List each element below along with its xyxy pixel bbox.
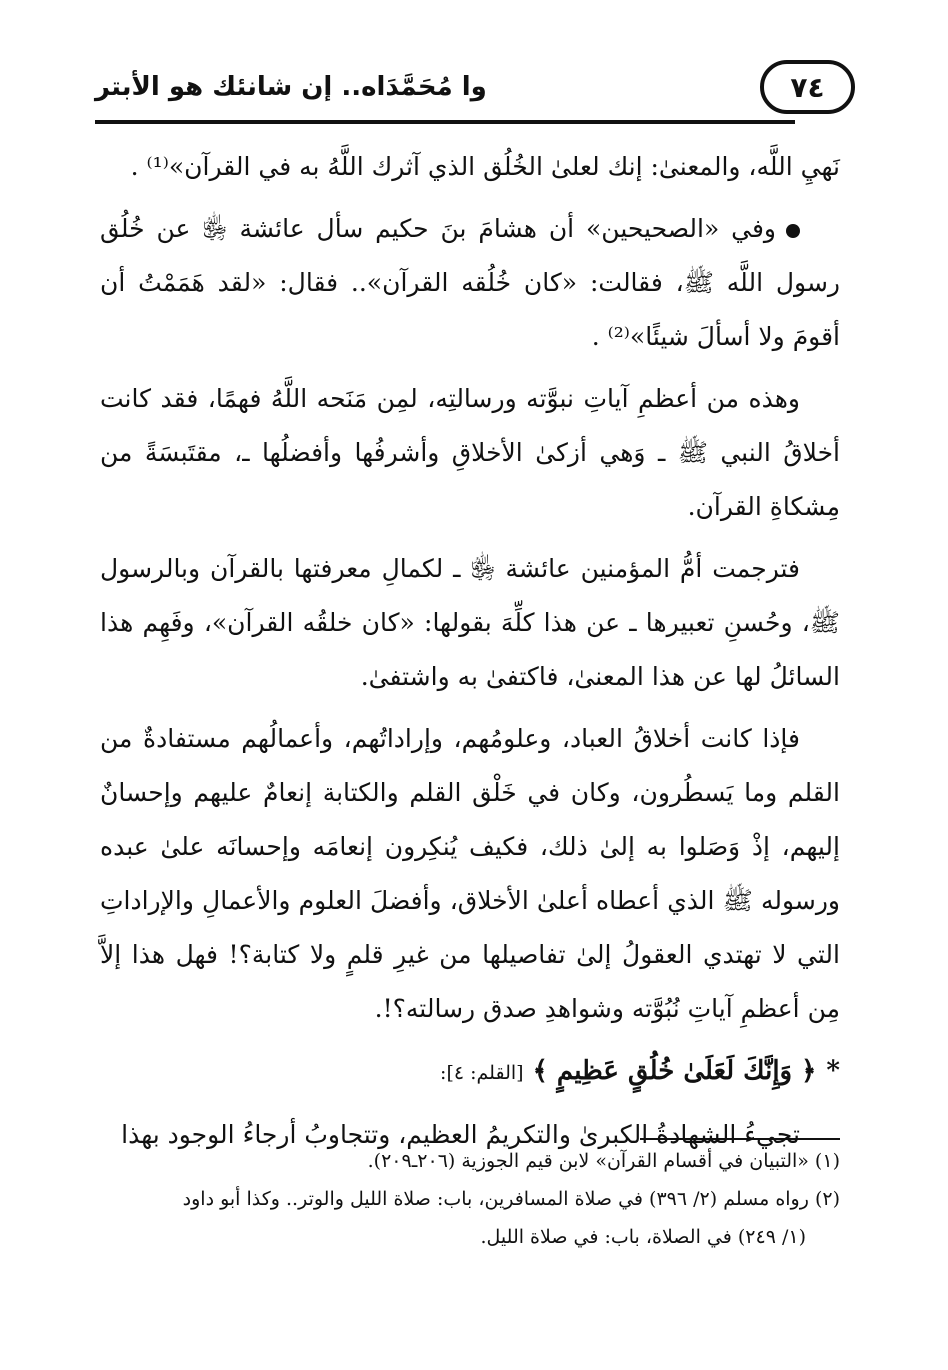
- paragraph-3: وهذه من أعظمِ آياتِ نبوَّته ورسالتِه، لمِن مَنَحه اللَّهُ فهمًا، فقد كانت أخلاقُ النبي ﷺ ـ وَهي أزكىٰ الأخلاقِ وأشرفُها وأفضلُها ـ، مقتَبسَةً من مِشكاةِ القرآن.: [100, 384, 840, 521]
- running-title: وا مُحَمَّدَاه.. إن شانئك هو الأبتر: [95, 72, 487, 102]
- paragraph-2: [100, 202, 840, 364]
- paragraph-1: نَهيِ اللَّه، والمعنىٰ: إنك لعلىٰ الخُلُق الذي آثرك اللَّهُ به في القرآن»⁽¹⁾ .: [130, 152, 840, 181]
- paragraph-5: فإذا كانت أخلاقُ العباد، وعلومُهم، وإراداتُهم، وأعمالُهم مستفادةٌ من القلم وما يَسطُرون، وكان في خَلْق القلم والكتابة إنعامٌ عليهم وإحسانٌ إليهم، إذْ وَصَلوا به إلىٰ ذلك، فكيف يُنكِرون إنعامَه وإحسانَه علىٰ عبده ورسوله ﷺ الذي أعطاه أعلىٰ الأخلاق، وأفضلَ العلوم والأعمالِ والإراداتِ التي لا تهتدي العقولُ إلىٰ تفاصيلها من غيرِ قلمٍ ولا كتابة؟! فهل هذا إلاَّ مِن أعظمِ آياتِ نُبُوَّته وشواهدِ صدق رسالته؟!.: [100, 724, 840, 1023]
- header-rule: [95, 120, 795, 124]
- paragraph-4: فترجمت أمُّ المؤمنين عائشة ﵂ ـ لكمالِ معرفتها بالقرآن وبالرسول ﷺ، وحُسنِ تعبيرها ـ عن هذا كلِّهَ بقولها: «كان خلقُه القرآن»، وفَهِم هذا السائلُ لها عن هذا المعنىٰ، فاكتفىٰ به واشتفىٰ.: [100, 554, 840, 691]
- footnote-rule: [640, 1138, 840, 1140]
- verse-text: ﴿ وَإِنَّكَ لَعَلَىٰ خُلُقٍ عَظِيمٍ ﴾: [532, 1056, 817, 1086]
- footnote-1: (١) «التبيان في أقسام القرآن» لابن قيم الجوزية (٢٠٦ـ٢٠٩).: [367, 1150, 840, 1172]
- paragraph-6: تجيءُ الشهادةُ الكبرىٰ والتكريمُ العظيم، وتتجاوبُ أرجاءُ الوجود بهذا: [121, 1120, 800, 1149]
- bullet-icon: [786, 224, 800, 238]
- verse-heading: [100, 1044, 840, 1100]
- main-text: [100, 140, 840, 1170]
- paragraph-2-text: وفي «الصحيحين» أن هشامَ بنَ حكيم سأل عائشة ﵂ عن خُلُق رسول اللَّه ﷺ، فقالت: «كان خُلُقه القرآن».. فقال: «لقد هَمَمْتُ أن أقومَ ولا أسألَ شيئًا»⁽²⁾ .: [100, 214, 840, 351]
- footnote-2-line-2: (١/ ٢٤٩) في الصلاة، باب: في صلاة الليل.: [480, 1226, 806, 1248]
- page-number: ٧٤: [760, 60, 855, 114]
- page-header: [95, 60, 855, 130]
- footnotes: [100, 1142, 840, 1256]
- footnote-2-line-1: (٢) رواه مسلم (٢/ ٣٩٦) في صلاة المسافرين، باب: صلاة الليل والوتر.. وكذا أبو داود: [182, 1188, 840, 1210]
- verse-source: [القلم: ٤]:: [440, 1062, 524, 1084]
- star-icon: *: [826, 1056, 840, 1086]
